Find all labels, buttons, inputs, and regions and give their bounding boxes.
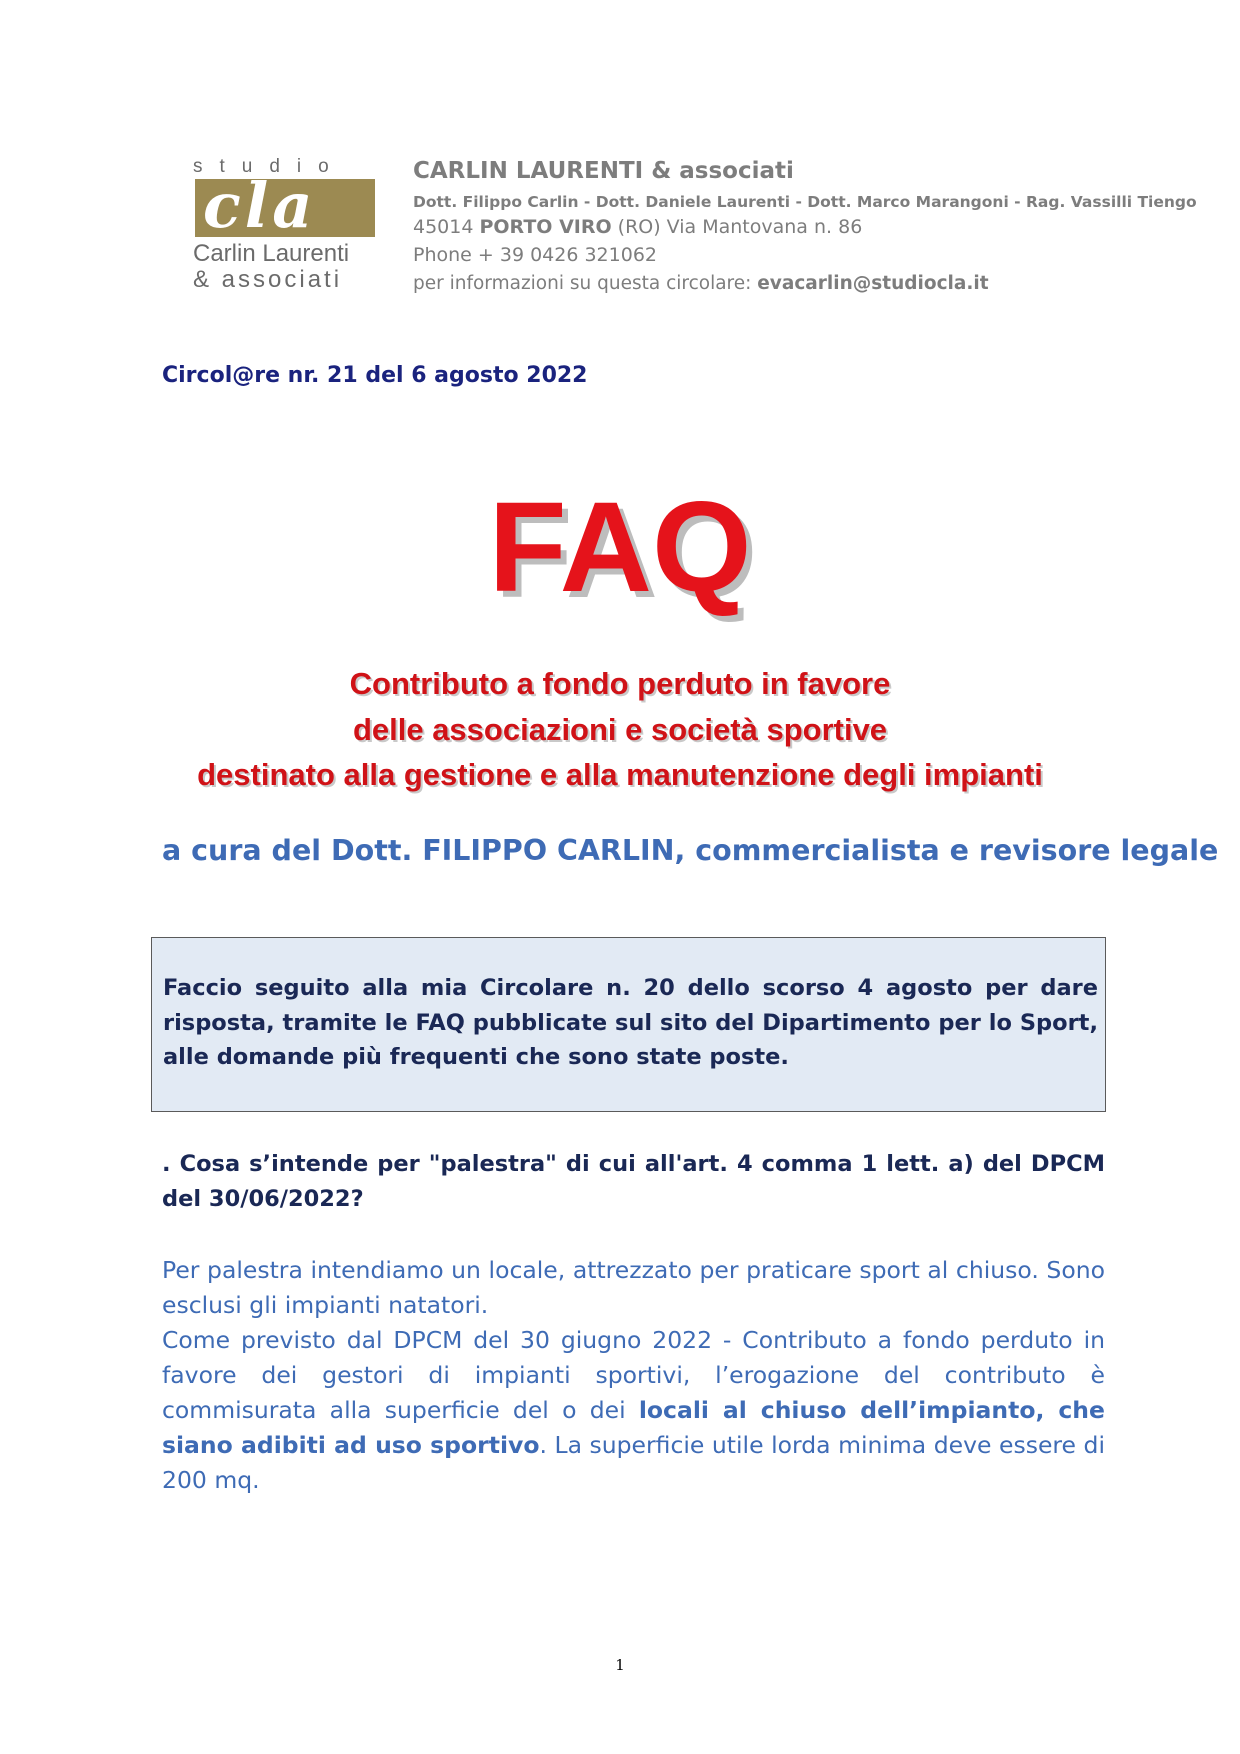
address-city: PORTO VIRO: [479, 216, 612, 238]
faq-title: FAQ: [488, 476, 752, 619]
logo-mark-text: cla: [203, 169, 317, 242]
subtitle-line-2: delle associazioni e società sportive: [352, 712, 888, 747]
logo-name-text: Carlin Laurenti: [193, 240, 350, 267]
faq-question: . Cosa s’intende per "palestra" di cui all'art. 4 comma 1 lett. a) del DPCM del 30/06/2022?: [162, 1151, 1105, 1212]
address-suffix: (RO) Via Mantovana n. 86: [611, 216, 863, 238]
contact-info-label: per informazioni su questa circolare:: [413, 273, 758, 294]
logo-mark: [195, 169, 375, 242]
answer-paragraph-1: Per palestra intendiamo un locale, attrezzato per praticare sport al chiuso. Sono esclusi gli impianti natatori.: [162, 1256, 1105, 1319]
intro-text: Faccio seguito alla mia Circolare n. 20 dello scorso 4 agosto per dare risposta, tramite le FAQ pubblicate sul sito del Dipartimento per lo Sport, alle domande più frequenti che sono state poste.: [163, 975, 1098, 1070]
logo-associati-text: & associati: [193, 266, 343, 293]
answer-paragraph-2-start: Come previsto dal DPCM del 30 giugno 2022 - Contributo a fondo perduto in favore dei gestori di impianti sportivi, l’erogazione del contributo è commisurata alla superficie del o dei: [162, 1326, 1105, 1424]
answer-paragraph-2: [162, 1323, 1105, 1498]
answer-paragraph-2-end: . La superficie utile lorda minima deve essere di 200 mq.: [162, 1431, 1105, 1494]
circular-number: Circol@re nr. 21 del 6 agosto 2022: [162, 363, 588, 388]
firm-address: [413, 216, 862, 238]
studio-logo: [193, 157, 378, 297]
page-number: 1: [615, 1656, 625, 1674]
address-prefix: 45014: [413, 216, 480, 238]
contact-info: [413, 273, 989, 294]
faq-answer: [162, 1253, 1105, 1498]
firm-name: CARLIN LAURENTI & associati: [413, 158, 794, 184]
contact-email[interactable]: evacarlin@studiocla.it: [757, 273, 989, 294]
partners-list: Dott. Filippo Carlin - Dott. Daniele Laurenti - Dott. Marco Marangoni - Rag. Vassilli Tiengo: [413, 193, 1197, 211]
firm-phone: Phone + 39 0426 321062: [413, 244, 657, 266]
subtitle-line-1: Contributo a fondo perduto in favore: [349, 666, 891, 701]
subtitle-line-3: destinato alla gestione e alla manutenzione degli impianti: [197, 757, 1043, 792]
answer-highlight: locali al chiuso dell’impianto, che siano adibiti ad uso sportivo: [162, 1396, 1105, 1459]
intro-box: [151, 937, 1106, 1112]
logo-studio-text: studio: [193, 156, 346, 177]
author-line: a cura del Dott. FILIPPO CARLIN, commercialista e revisore legale: [162, 834, 1219, 867]
